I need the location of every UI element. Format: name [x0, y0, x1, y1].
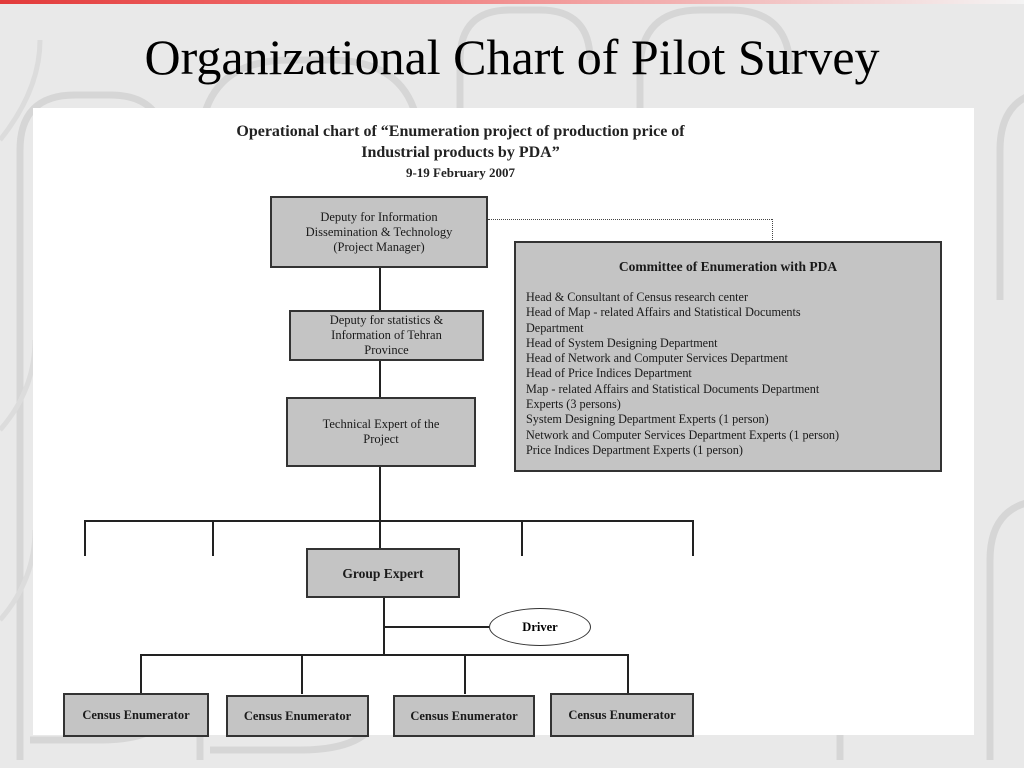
deputy-information-line-3: (Project Manager)	[333, 239, 425, 254]
branch-drop	[84, 520, 86, 556]
committee-member: System Designing Department Experts (1 person)	[526, 412, 769, 427]
driver-ellipse	[489, 608, 591, 646]
connector-line	[379, 466, 381, 521]
census-enumerator-label: Census Enumerator	[568, 707, 676, 722]
deputy-information-box	[270, 196, 488, 268]
committee-box	[514, 241, 942, 472]
committee-member: Department	[526, 320, 584, 335]
document-date: 9-19 February 2007	[405, 165, 516, 180]
census-enumerator-label: Census Enumerator	[243, 708, 352, 723]
branch-drop	[627, 654, 629, 694]
group-expert-box	[306, 548, 460, 598]
committee-member-list	[526, 290, 940, 458]
committee-member: Head & Consultant of Census research center	[526, 290, 749, 304]
branch-drop	[379, 520, 381, 549]
committee-member: Price Indices Department Experts (1 person)	[526, 442, 743, 457]
branch-drop	[140, 654, 142, 694]
census-enumerator-box	[550, 693, 694, 737]
technical-expert-line-1: Technical Expert of the	[322, 417, 440, 431]
document-title-line-2: Industrial products by PDA”	[361, 144, 560, 161]
census-enumerator-box	[63, 693, 209, 737]
driver-label: Driver	[522, 619, 558, 634]
committee-member: Head of Network and Computer Services Department	[526, 351, 788, 366]
committee-member: Head of System Designing Department	[526, 335, 718, 350]
committee-dotted-link	[488, 219, 772, 220]
connector-line	[379, 360, 381, 398]
branch-drop	[464, 654, 466, 694]
document-title	[133, 121, 788, 163]
census-enumerator-box	[393, 695, 535, 737]
branch-drop	[521, 520, 523, 556]
committee-member: Network and Computer Services Department Experts (1 person)	[526, 427, 840, 442]
document-title-line-1: Operational chart of “Enumeration project of production price of	[236, 123, 685, 140]
technical-expert-line-2: Project	[363, 432, 399, 446]
committee-member: Experts (3 persons)	[526, 397, 621, 412]
committee-member: Head of Price Indices Department	[526, 366, 692, 381]
branch-drop	[301, 654, 303, 694]
slide-title: Organizational Chart of Pilot Survey	[144, 29, 880, 85]
chart-content-area	[33, 108, 974, 735]
connector-line	[379, 267, 381, 311]
enumerator-branch-line	[140, 654, 628, 656]
committee-dotted-link	[772, 219, 773, 242]
committee-title: Committee of Enumeration with PDA	[618, 259, 838, 274]
branch-line	[84, 520, 693, 522]
census-enumerator-box	[226, 695, 369, 737]
driver-connector	[383, 626, 489, 628]
group-expert-label: Group Expert	[342, 565, 424, 581]
deputy-statistics-box	[289, 310, 484, 361]
top-accent-stripe	[0, 0, 1024, 4]
deputy-statistics-line-2: Information of Tehran	[331, 328, 442, 342]
committee-member: Head of Map - related Affairs and Statistical Documents	[526, 305, 801, 320]
committee-member: Map - related Affairs and Statistical Documents Department	[526, 381, 820, 396]
branch-drop	[692, 520, 694, 556]
deputy-information-line-1: Deputy for Information	[320, 209, 438, 224]
census-enumerator-label: Census Enumerator	[410, 708, 518, 723]
branch-drop	[212, 520, 214, 556]
technical-expert-box	[286, 397, 476, 467]
census-enumerator-label: Census Enumerator	[82, 707, 190, 722]
deputy-statistics-line-1: Deputy for statistics &	[329, 313, 444, 327]
deputy-information-line-2: Dissemination & Technology	[305, 224, 453, 239]
deputy-statistics-line-3: Province	[364, 343, 409, 357]
